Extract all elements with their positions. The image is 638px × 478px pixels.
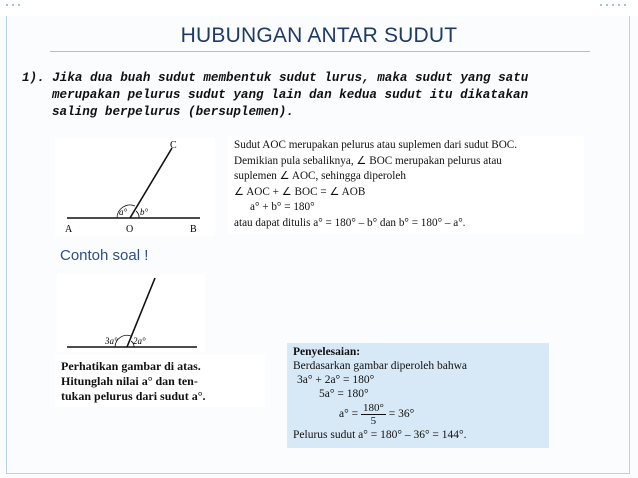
solution-step-1: 3a° + 2a° = 180° [297, 374, 375, 386]
solution-intro: Berdasarkan gambar diperoleh bahwa [293, 360, 468, 372]
solution-box [287, 343, 549, 448]
fraction-denominator: 5 [370, 415, 377, 427]
angle-a-label: a° [119, 207, 128, 217]
title-divider [50, 51, 590, 52]
explanation-line-4: atau dapat ditulis a° = 180° – b° dan b° = 180° – a°. [234, 216, 466, 229]
definition-line-2: merupakan pelurus sudut yang lain dan kedua sudut itu dikatakan [52, 88, 529, 102]
explanation-box [228, 136, 584, 234]
solution-heading: Penyelesaian: [293, 346, 361, 358]
figure-supplementary-angles [55, 138, 215, 236]
decorative-top-bar [0, 0, 638, 16]
explanation-equation-2: a° + b° = 180° [250, 201, 315, 213]
label-o: O [126, 224, 134, 235]
solution-step-3-lhs: a° = [339, 408, 359, 421]
definition-line-1: 1). Jika dua buah sudut membentuk sudut lurus, maka sudut yang satu [22, 71, 529, 85]
solution-step-2: 5a° = 180° [319, 388, 369, 400]
label-b: B [190, 224, 197, 235]
label-a: A [65, 224, 73, 235]
label-c: C [170, 140, 177, 151]
question-line-1: Perhatikan gambar di atas. [61, 359, 201, 373]
solution-step-3-rhs: = 36° [388, 408, 415, 421]
solution-conclusion: Pelurus sudut a° = 180° – 36° = 144°. [293, 429, 467, 441]
figure-example-angles [57, 274, 205, 352]
ray-oc [130, 148, 172, 218]
fraction-numerator: 180° [362, 402, 384, 414]
question-box [55, 355, 265, 407]
definition-line-3: saling berpelurus (bersuplemen). [52, 105, 294, 119]
question-line-2: Hitunglah nilai a° dan ten- [61, 374, 198, 388]
angle-2a-label: 2a° [133, 336, 146, 346]
explanation-line-2: Demikian pula sebaliknya, ∠ BOC merupakan pelurus atau [234, 154, 502, 167]
angle-3a-label: 3a° [105, 336, 118, 346]
slide-title: HUBUNGAN ANTAR SUDUT [180, 24, 458, 47]
solution-fraction [361, 402, 386, 427]
explanation-equation-1: ∠ AOC + ∠ BOC = ∠ AOB [234, 185, 366, 198]
solution-step-3 [293, 402, 543, 427]
example-label: Contoh soal ! [60, 247, 149, 264]
definition-point [22, 70, 602, 121]
angle-b-label: b° [140, 207, 149, 217]
explanation-line-3: suplemen ∠ AOC, sehingga diperoleh [234, 170, 406, 182]
explanation-line-1: Sudut AOC merupakan pelurus atau suplemen dari sudut BOC. [234, 139, 518, 151]
question-line-3: tukan pelurus dari sudut a°. [61, 389, 206, 403]
